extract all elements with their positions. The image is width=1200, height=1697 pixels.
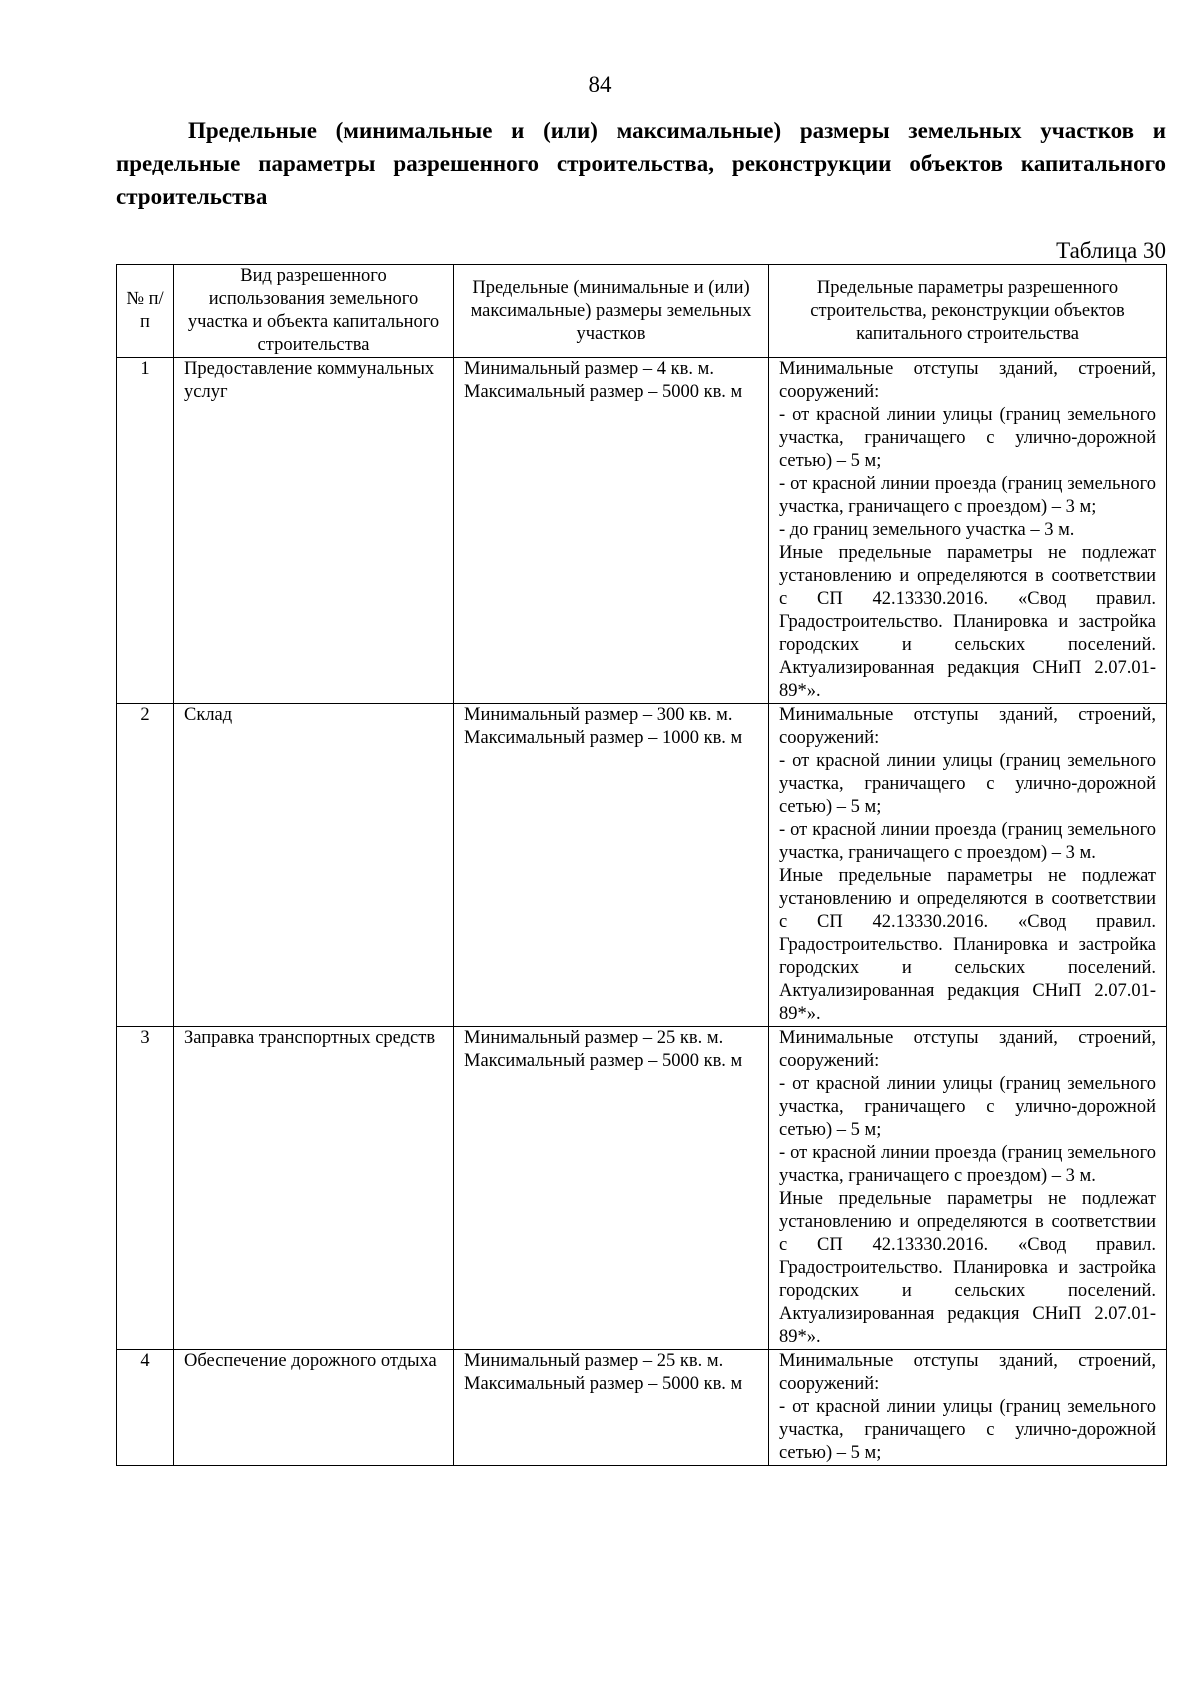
- construction-param-paragraph: - от красной линии проезда (границ земельного участка, граничащего с проездом) – 3 м.: [779, 820, 1156, 863]
- plot-size-line: Минимальный размер – 25 кв. м.: [464, 1351, 724, 1371]
- construction-param-paragraph: - от красной линии улицы (границ земельного участка, граничащего с улично-дорожной сетью) – 5 м;: [779, 1397, 1156, 1463]
- plot-size-cell: [454, 358, 769, 704]
- construction-param-paragraph: - от красной линии проезда (границ земельного участка, граничащего с проездом) – 3 м.: [779, 1143, 1156, 1186]
- plot-size-line: Максимальный размер – 5000 кв. м: [464, 1051, 743, 1071]
- construction-params-cell: [769, 704, 1167, 1027]
- plot-size-line: Минимальный размер – 300 кв. м.: [464, 705, 733, 725]
- plot-size-line: Минимальный размер – 25 кв. м.: [464, 1028, 724, 1048]
- document-title-text: Предельные (минимальные и (или) максимальные) размеры земельных участков и предельные параметры разрешенного строительства, реконструкции объектов капитального строительства: [116, 118, 1166, 209]
- construction-param-paragraph: - от красной линии улицы (границ земельного участка, граничащего с улично-дорожной сетью) – 5 м;: [779, 1074, 1156, 1140]
- header-params: Предельные параметры разрешенного строительства, реконструкции объектов капитального строительства: [769, 265, 1167, 358]
- plot-size-cell: [454, 1027, 769, 1350]
- permitted-use-cell: Заправка транспортных средств: [174, 1027, 454, 1350]
- table-row: [117, 1027, 1167, 1350]
- construction-param-paragraph: Минимальные отступы зданий, строений, сооружений:: [779, 705, 1156, 748]
- row-number: 4: [117, 1350, 174, 1466]
- construction-param-paragraph: - от красной линии проезда (границ земельного участка, граничащего с проездом) – 3 м;: [779, 474, 1156, 517]
- permitted-use-cell: Предоставление коммунальных услуг: [174, 358, 454, 704]
- row-number: 2: [117, 704, 174, 1027]
- limits-table: [116, 264, 1167, 1466]
- table-body: [117, 358, 1167, 1466]
- construction-params-cell: [769, 1027, 1167, 1350]
- row-number: 3: [117, 1027, 174, 1350]
- construction-param-paragraph: Минимальные отступы зданий, строений, сооружений:: [779, 359, 1156, 402]
- plot-size-cell: [454, 1350, 769, 1466]
- construction-param-paragraph: - до границ земельного участка – 3 м.: [779, 520, 1075, 540]
- construction-params-cell: [769, 1350, 1167, 1466]
- permitted-use-cell: Обеспечение дорожного отдыха: [174, 1350, 454, 1466]
- header-num: № п/п: [117, 265, 174, 358]
- plot-size-line: Максимальный размер – 1000 кв. м: [464, 728, 743, 748]
- document-title: [116, 114, 1166, 213]
- plot-size-line: Минимальный размер – 4 кв. м.: [464, 359, 714, 379]
- construction-param-paragraph: Иные предельные параметры не подлежат установлению и определяются в соответствии с СП 42.13330.2016. «Свод правил. Градостроительство. Планировка и застройка городских и сельских поселений. Актуализированная редакция СНиП 2.07.01-89*».: [779, 543, 1156, 701]
- plot-size-line: Максимальный размер – 5000 кв. м: [464, 1374, 743, 1394]
- table-caption: Таблица 30: [1056, 238, 1166, 263]
- plot-size-line: Максимальный размер – 5000 кв. м: [464, 382, 743, 402]
- construction-param-paragraph: - от красной линии улицы (границ земельного участка, граничащего с улично-дорожной сетью) – 5 м;: [779, 751, 1156, 817]
- construction-param-paragraph: Иные предельные параметры не подлежат установлению и определяются в соответствии с СП 42.13330.2016. «Свод правил. Градостроительство. Планировка и застройка городских и сельских поселений. Актуализированная редакция СНиП 2.07.01-89*».: [779, 1189, 1156, 1347]
- table-row: [117, 704, 1167, 1027]
- construction-param-paragraph: - от красной линии улицы (границ земельного участка, граничащего с улично-дорожной сетью) – 5 м;: [779, 405, 1156, 471]
- header-sizes: Предельные (минимальные и (или) максимальные) размеры земельных участков: [454, 265, 769, 358]
- construction-param-paragraph: Минимальные отступы зданий, строений, сооружений:: [779, 1028, 1156, 1071]
- table-row: [117, 358, 1167, 704]
- construction-params-cell: [769, 358, 1167, 704]
- table-row: [117, 1350, 1167, 1466]
- row-number: 1: [117, 358, 174, 704]
- construction-param-paragraph: Иные предельные параметры не подлежат установлению и определяются в соответствии с СП 42.13330.2016. «Свод правил. Градостроительство. Планировка и застройка городских и сельских поселений. Актуализированная редакция СНиП 2.07.01-89*».: [779, 866, 1156, 1024]
- header-use: Вид разрешенного использования земельного участка и объекта капитального строительства: [174, 265, 454, 358]
- page-number: 84: [588, 72, 612, 97]
- plot-size-cell: [454, 704, 769, 1027]
- table-header-row: [117, 265, 1167, 358]
- permitted-use-cell: Склад: [174, 704, 454, 1027]
- construction-param-paragraph: Минимальные отступы зданий, строений, сооружений:: [779, 1351, 1156, 1394]
